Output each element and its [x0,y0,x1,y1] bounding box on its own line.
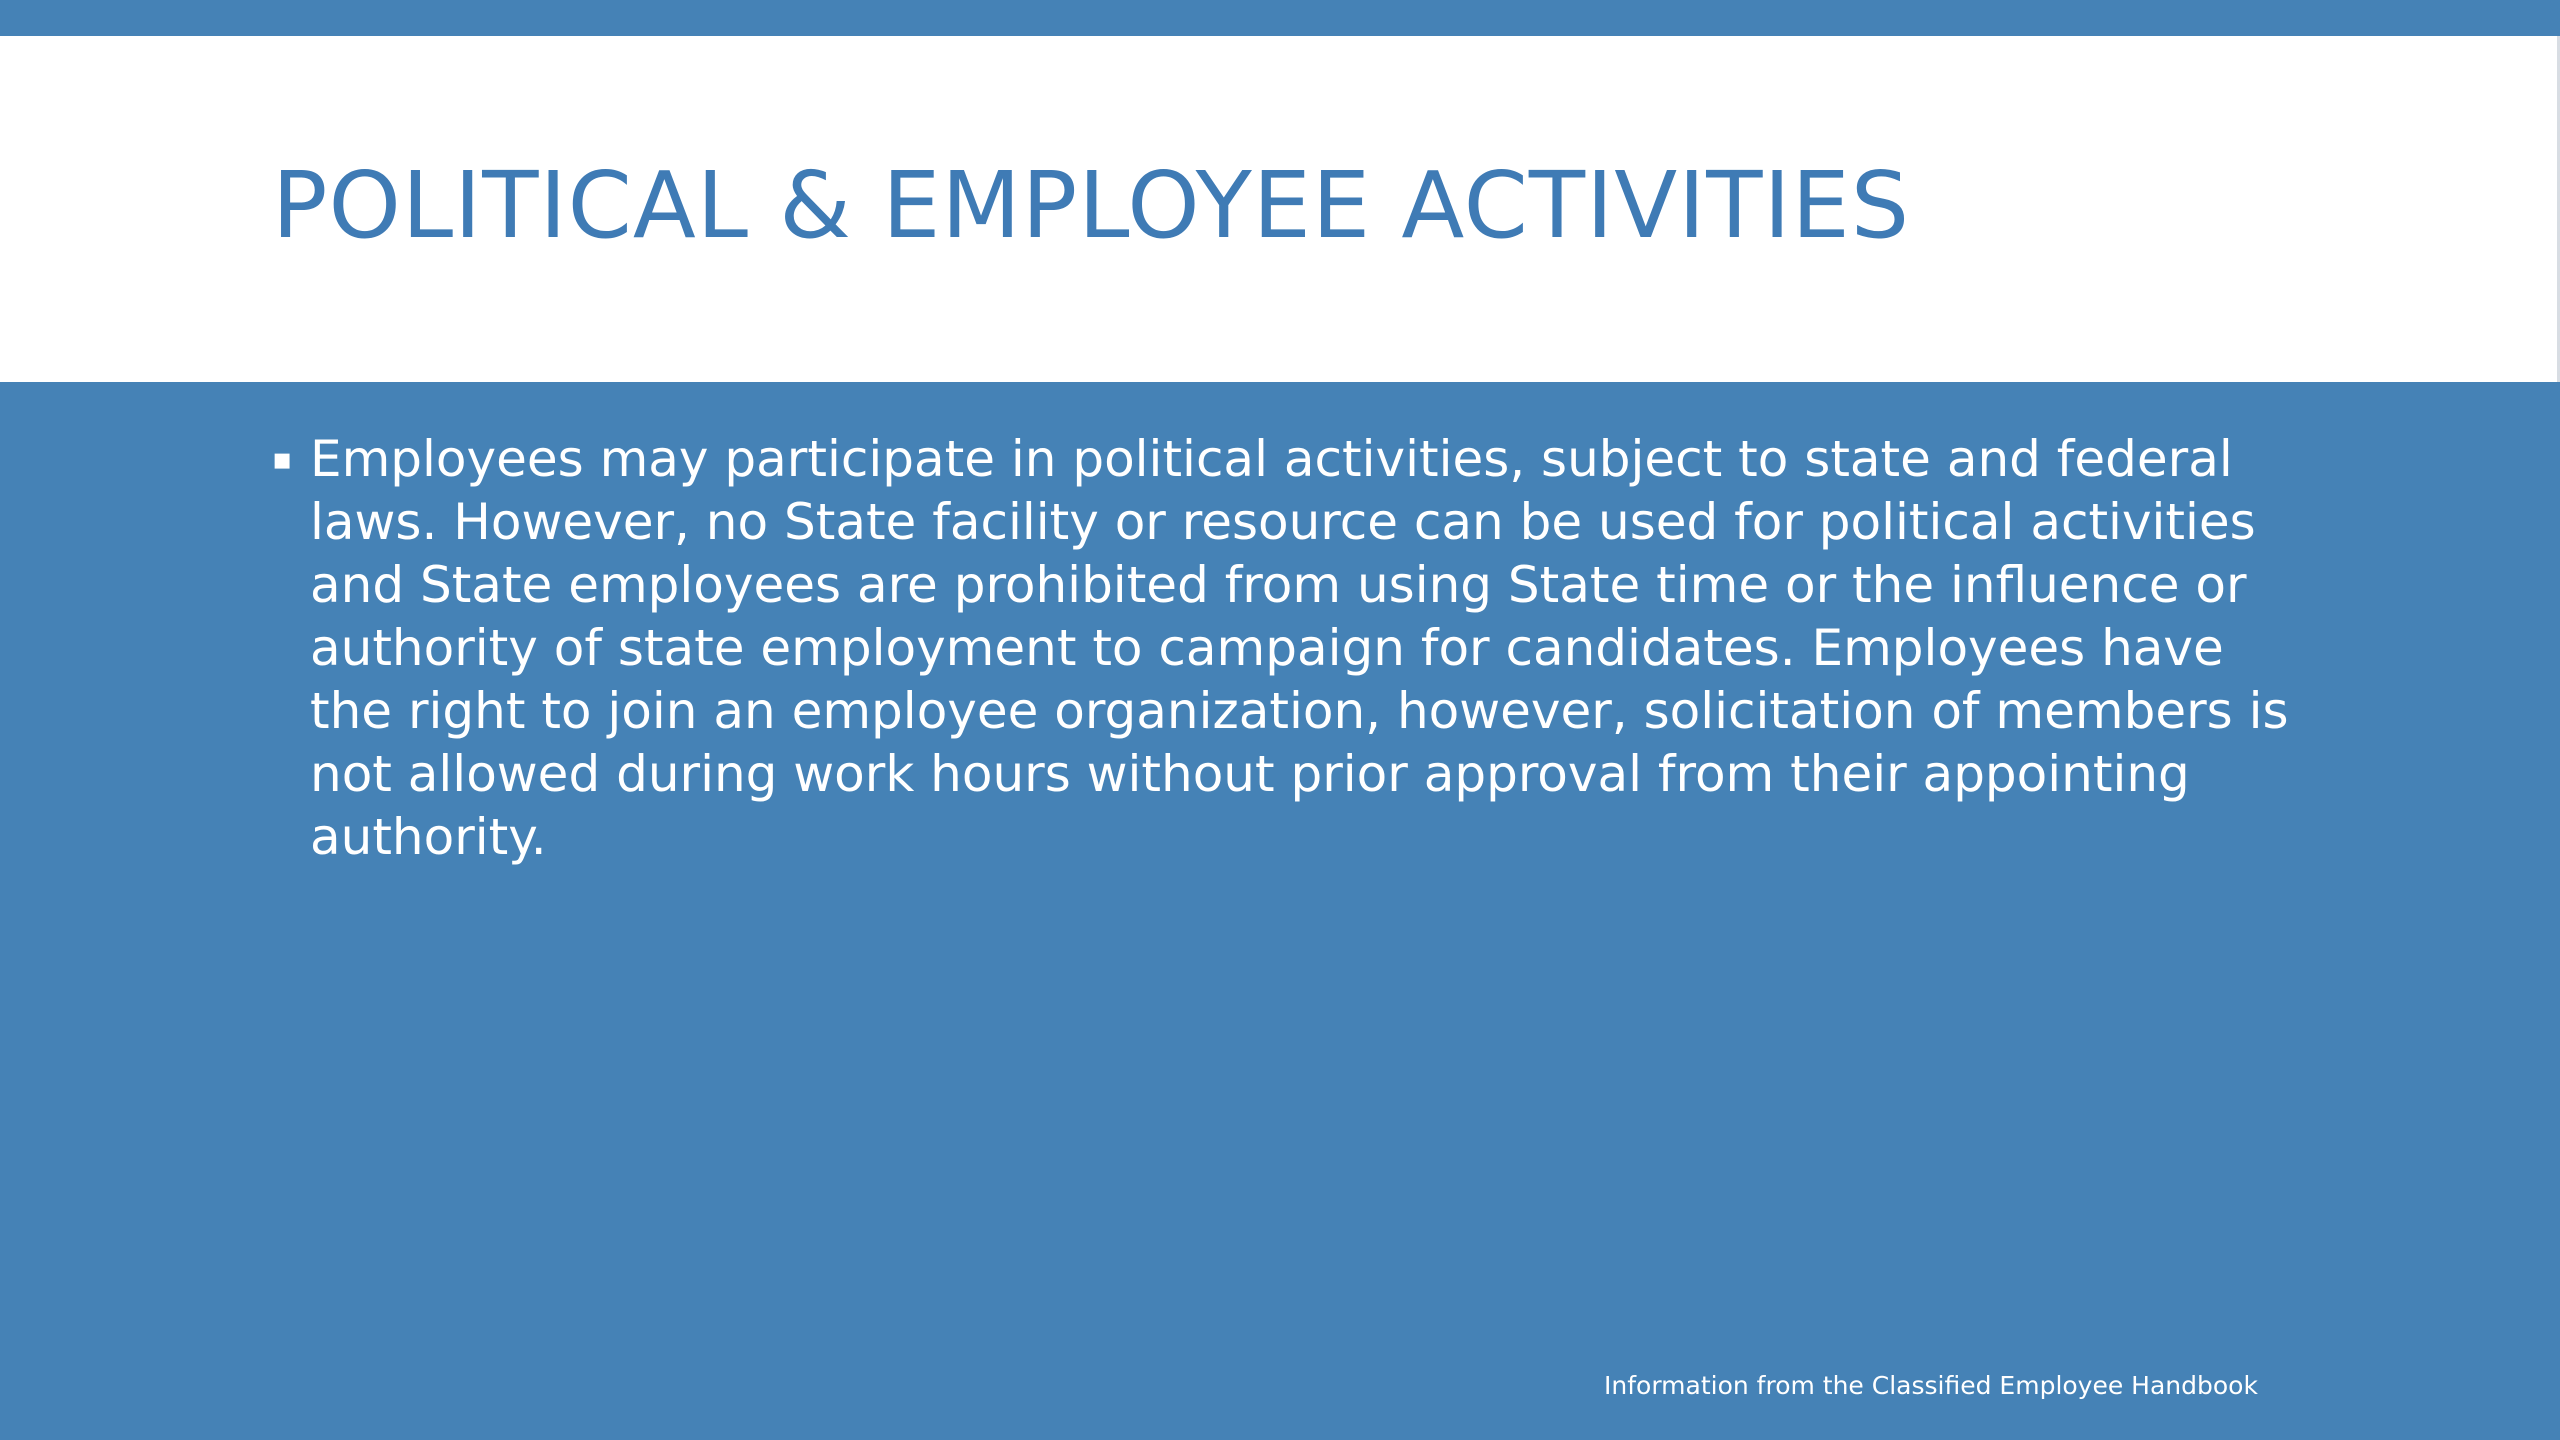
top-accent-band [0,0,2560,36]
square-bullet-icon: ▪ [272,442,293,477]
bullet-text: Employees may participate in political activities, subject to state and federal laws. However, no State facility or resource can be used for political activities and State employees are prohibited from using State time or the influence or authority of state employment to campaign for candidates. Employees have the right to join an employee organization, however, solicitation of members is not allowed during work hours without prior approval from their appointing authority. [310,430,2289,866]
slide-title: POLITICAL & EMPLOYEE ACTIVITIES [272,152,1911,259]
bullet-list [272,428,2312,869]
bullet-item [272,428,2312,869]
footer-note: Information from the Classified Employee Handbook [1604,1371,2258,1400]
